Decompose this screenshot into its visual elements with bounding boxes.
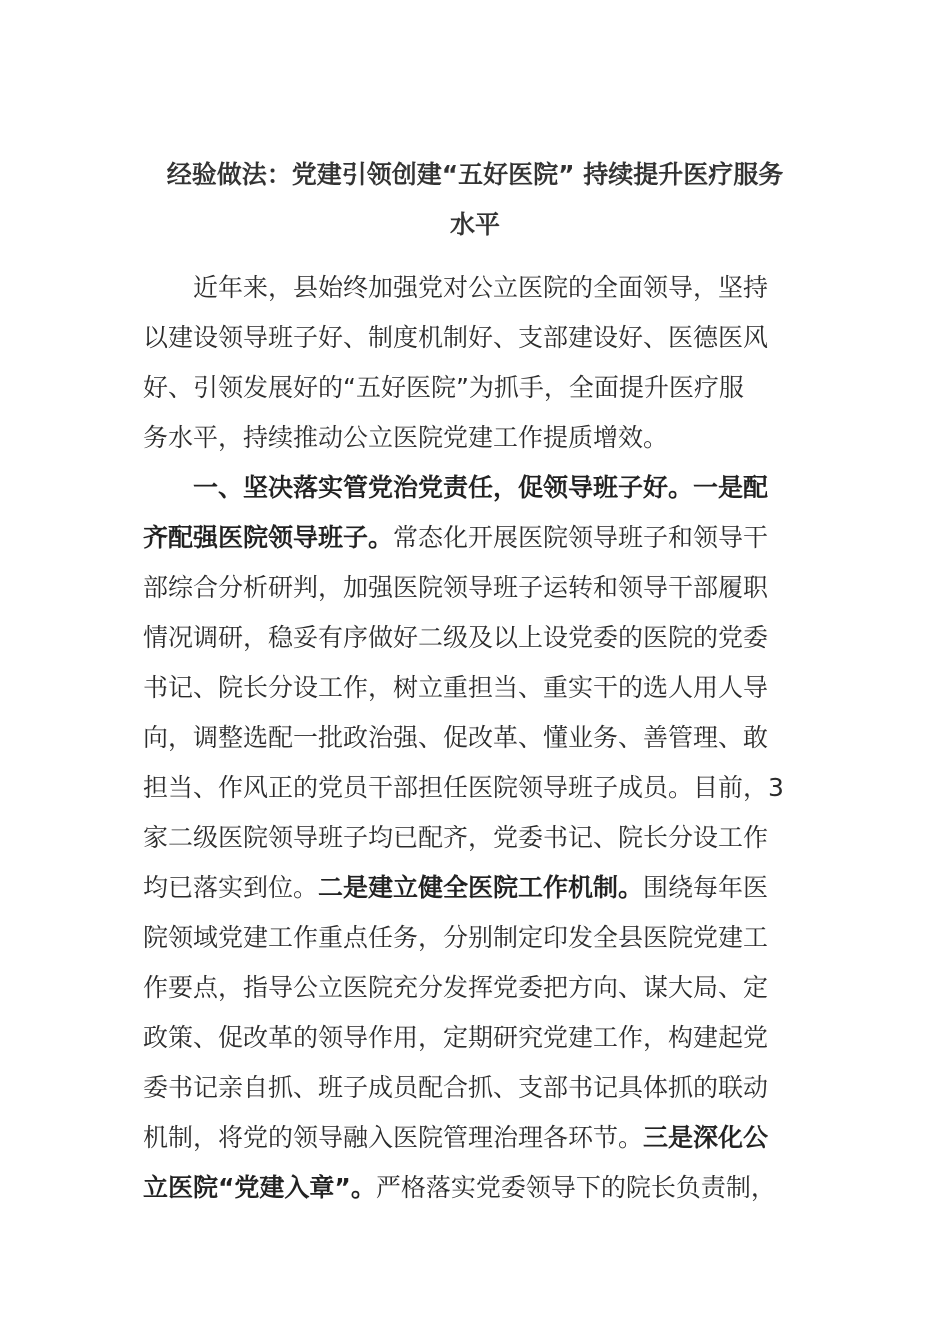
- section-1-point-3-cont: 立医院“党建入章”。: [143, 1173, 376, 1202]
- section-1-line-6: 向，调整选配一批政治强、促改革、懂业务、善管理、敢: [143, 723, 769, 752]
- section-1-text: 严格落实党委领导下的院长负责制，: [375, 1173, 776, 1202]
- section-1-line-13: 委书记亲自抓、班子成员配合抓、支部书记具体抓的联动: [143, 1073, 769, 1102]
- intro-line-1: 近年来，县始终加强党对公立医院的全面领导，坚持: [193, 273, 769, 302]
- section-1-line-1: [143, 463, 813, 513]
- section-1-point-1: 齐配强医院领导班子。: [143, 523, 394, 552]
- intro-paragraph: [143, 263, 813, 463]
- section-1-line-3: 部综合分析研判，加强医院领导班子运转和领导干部履职: [143, 573, 769, 602]
- document-title: [140, 150, 810, 250]
- section-1-line-14: [143, 1113, 813, 1163]
- section-1-line-9: [143, 863, 813, 913]
- section-1-line-7: 担当、作风正的党员干部担任医院领导班子成员。目前，3: [143, 773, 784, 802]
- section-1-line-11: 作要点，指导公立医院充分发挥党委把方向、谋大局、定: [143, 973, 769, 1002]
- section-1-line-10: 院领域党建工作重点任务，分别制定印发全县医院党建工: [143, 923, 769, 952]
- section-1-text: 机制，将党的领导融入医院管理治理各环节。: [143, 1123, 644, 1152]
- section-1-line-2: [143, 513, 813, 563]
- section-1-line-8: 家二级医院领导班子均已配齐，党委书记、院长分设工作: [143, 823, 769, 852]
- section-1-text: 围绕每年医: [643, 873, 769, 902]
- section-1-point-3: 三是深化公: [643, 1123, 769, 1152]
- section-1-line-12: 政策、促改革的领导作用，定期研究党建工作，构建起党: [143, 1023, 769, 1052]
- section-1-heading: 一、坚决落实管党治党责任，促领导班子好。一是配: [193, 473, 769, 502]
- section-1-line-5: 书记、院长分设工作，树立重担当、重实干的选人用人导: [143, 673, 769, 702]
- title-line-2: 水平: [449, 210, 500, 239]
- section-1-text: 均已落实到位。: [143, 873, 319, 902]
- section-1-line-4: 情况调研，稳妥有序做好二级及以上设党委的医院的党委: [143, 623, 769, 652]
- section-1-point-2: 二是建立健全医院工作机制。: [318, 873, 644, 902]
- title-line-1: 经验做法：党建引领创建“五好医院” 持续提升医疗服务: [166, 160, 784, 189]
- intro-line-3: 好、引领发展好的“五好医院”为抓手，全面提升医疗服: [143, 373, 744, 402]
- intro-line-4: 务水平，持续推动公立医院党建工作提质增效。: [143, 423, 669, 452]
- section-1-paragraph: [143, 463, 813, 1213]
- section-1-line-15: [143, 1163, 813, 1213]
- intro-line-2: 以建设领导班子好、制度机制好、支部建设好、医德医风: [143, 323, 769, 352]
- section-1-text: 常态化开展医院领导班子和领导干: [393, 523, 769, 552]
